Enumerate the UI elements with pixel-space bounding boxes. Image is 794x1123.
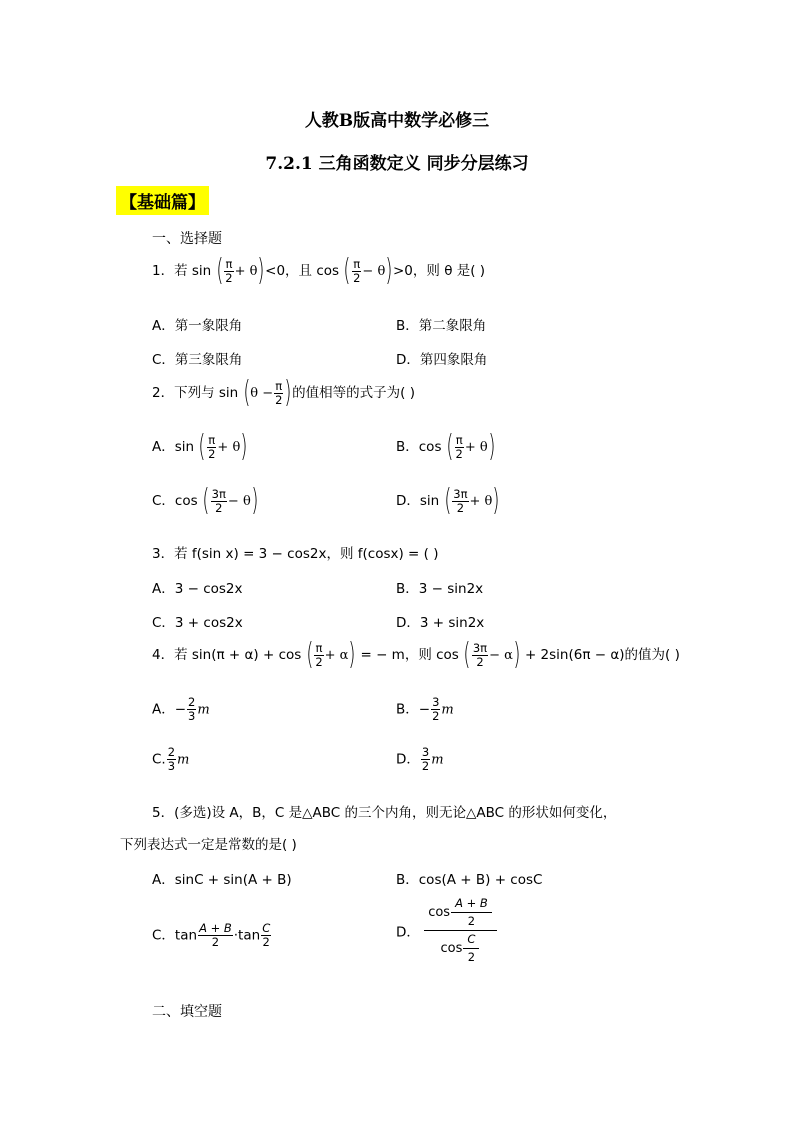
- q2-b-pi: π: [455, 432, 463, 447]
- q5-c-num2: C: [262, 921, 271, 935]
- q3-option-a: A．3 − cos2x: [152, 581, 243, 597]
- q4-option-a: [152, 696, 210, 723]
- q1-option-a: A．第一象限角: [152, 318, 243, 334]
- q2-pi: π: [275, 378, 283, 393]
- q2-option-c: C．cos ( $\frac{3\pi}{2}$ − θ): [152, 483, 259, 518]
- q4-two-2: 2: [476, 654, 484, 669]
- q2-c-two: 2: [215, 500, 223, 515]
- q4-c-den: 3: [167, 759, 176, 773]
- q5-c-pre: C．tan: [152, 927, 198, 944]
- q2-suffix: 的值相等的式子为( ): [292, 385, 415, 401]
- q1-prefix: 1．若 sin: [152, 263, 212, 279]
- q1-two-1: 2: [225, 270, 233, 285]
- q5-c-num1: A + B: [199, 921, 232, 935]
- q4-option-c: [152, 746, 189, 773]
- q4-a-num: 2: [188, 695, 196, 709]
- q1-option-d: D．第四象限角: [396, 352, 488, 368]
- q5-d-bot-num: C: [463, 933, 479, 949]
- q4-b-den: 2: [432, 709, 440, 723]
- q5-c-den2: 2: [262, 935, 270, 949]
- q2-prefix: 2．下列与 sin: [152, 385, 239, 401]
- q2-d-two: 2: [456, 500, 465, 515]
- q3-option-c: C．3 + cos2x: [152, 615, 243, 631]
- q4-c-pre: C.: [152, 751, 166, 768]
- doc-subtitle: 7.2.1 三角函数定义 同步分层练习: [265, 154, 529, 174]
- q1-option-b: B．第二象限角: [396, 318, 487, 334]
- question-5-line2: 下列表达式一定是常数的是( ): [120, 837, 297, 853]
- q3-option-d: D．3 + sin2x: [396, 615, 485, 631]
- q1-pi-2: π: [353, 256, 361, 271]
- q2-b-two: 2: [455, 446, 463, 461]
- q4-d-den: 2: [421, 759, 430, 773]
- q4-b-num: 3: [432, 695, 440, 709]
- q5-option-d: [396, 897, 497, 964]
- q4-pi: π: [315, 640, 323, 655]
- q2-option-a: A．sin ( $\frac{\pi}{2}$ + θ): [152, 429, 248, 464]
- q4-a-pre: A．−: [152, 701, 187, 718]
- q5-c-den1: 2: [211, 935, 220, 949]
- q4-c-num: 2: [167, 745, 176, 759]
- q5-d-bot-den: 2: [467, 950, 476, 964]
- q2-a-post: + θ: [217, 440, 241, 455]
- q1-part1: + θ: [234, 264, 258, 279]
- q4-c-m: m: [177, 752, 190, 768]
- q4-d-pre: D．: [396, 751, 420, 768]
- q4-option-d: [396, 746, 444, 773]
- q4-b-pre: B．−: [396, 701, 431, 718]
- q2-b-pre: B．cos: [396, 439, 442, 455]
- q4-3pi: 3π: [472, 640, 488, 655]
- q4-prefix: 4．若 sin(π + α) + cos: [152, 647, 302, 663]
- q2-option-d: D．sin ( $\frac{3\pi}{2}$ + θ): [396, 483, 500, 518]
- q2-d-pre: D．sin: [396, 493, 440, 509]
- q2-a-two: 2: [208, 446, 216, 461]
- q2-d-post: + θ: [469, 494, 493, 509]
- q4-mid: = − m，则 cos: [360, 647, 459, 663]
- q2-c-num: 3π: [211, 486, 226, 501]
- q2-d-num: 3π: [453, 486, 468, 501]
- q4-b-m: m: [441, 702, 454, 718]
- q4-d-m: m: [431, 752, 444, 768]
- q5-option-c: [152, 922, 272, 949]
- question-2: 2．下列与 sin (θ − $\frac{\pi}{2}$ )的值相等的式子为( ): [152, 375, 415, 410]
- q4-two-1: 2: [315, 654, 323, 669]
- q2-a-pi: π: [208, 432, 216, 447]
- question-1: 1．若 sin ( $\frac{\pi}{2}$ + θ)<0，且 cos ( $\frac{\pi}{2}$ − θ)>0，则 θ 是( ): [152, 253, 486, 288]
- q3-option-b: B．3 − sin2x: [396, 581, 484, 597]
- q1-pi-1: π: [225, 256, 233, 271]
- q5-d-top-cos: cos: [428, 905, 451, 920]
- q4-part1: + α: [324, 648, 349, 663]
- q4-a-den: 3: [188, 709, 196, 723]
- q2-a-pre: A．sin: [152, 439, 195, 455]
- q2-two: 2: [275, 392, 283, 407]
- q5-c-dot: ·tan: [233, 927, 261, 944]
- q1-gt: >0，则 θ 是( ): [393, 263, 486, 279]
- q2-c-post: − θ: [227, 494, 251, 509]
- q4-part2: − α: [489, 648, 513, 663]
- section-tag: 【基础篇】: [116, 186, 209, 215]
- q1-two-2: 2: [353, 270, 361, 285]
- q4-suffix: + 2sin(6π − α)的值为( ): [524, 647, 680, 663]
- q5-d-pre: D．: [396, 924, 420, 941]
- q2-b-post: + θ: [464, 440, 488, 455]
- q1-part2: − θ: [362, 264, 386, 279]
- q2-inner: θ −: [250, 386, 274, 401]
- q4-d-num: 3: [421, 745, 430, 759]
- question-5-line1: 5．(多选)设 A，B，C 是△ABC 的三个内角，则无论△ABC 的形状如何变化，: [152, 805, 617, 821]
- question-3: 3．若 f(sin x) = 3 − cos2x，则 f(cosx) = ( ): [152, 546, 439, 562]
- doc-title: 人教B版高中数学必修三: [304, 111, 490, 131]
- q4-option-b: [396, 696, 454, 723]
- q4-a-m: m: [197, 702, 210, 718]
- q5-d-top-den: 2: [467, 914, 476, 928]
- q5-d-top-num: A + B: [451, 897, 492, 913]
- q5-d-bot-cos: cos: [440, 941, 463, 956]
- q1-option-c: C．第三象限角: [152, 352, 243, 368]
- q2-c-pre: C．cos: [152, 493, 198, 509]
- section-fill: 二、填空题: [152, 1004, 222, 1020]
- section-choice: 一、选择题: [152, 231, 222, 247]
- q2-option-b: B．cos ( $\frac{\pi}{2}$ + θ): [396, 429, 496, 464]
- q5-option-b: B．cos(A + B) + cosC: [396, 872, 543, 888]
- question-4: 4．若 sin(π + α) + cos ( $\frac{\pi}{2}$ + α) = − m，则 cos ( $\frac{3\pi}{2}$ − α) + 2sin(6π − α)的值为( ): [152, 637, 680, 672]
- q5-option-a: A．sinC + sin(A + B): [152, 872, 292, 888]
- q1-lt: <0，且 cos: [265, 263, 340, 279]
